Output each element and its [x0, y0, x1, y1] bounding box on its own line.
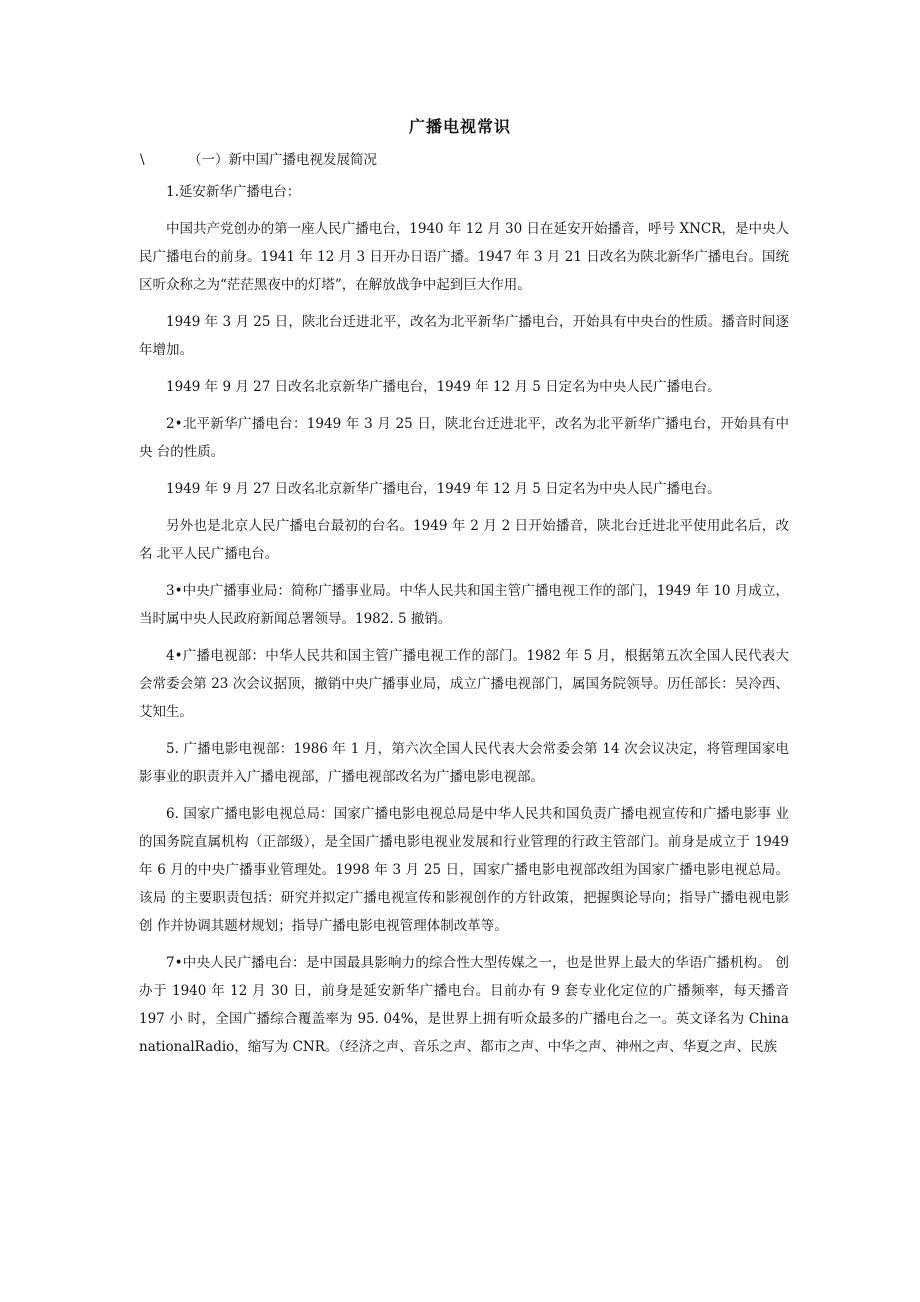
page-title: 广播电视常识 [408, 117, 511, 136]
paragraph: 4•广播电视部：中华人民共和国主管广播电视工作的部门。1982 年 5 月，根据第五次全国人民代表大 会常委会第 23 次会议据顶，撤销中央广播事业局，成立广播电视部门，属国务院领导。历任部长：吴冷西、 艾知生。 [139, 648, 789, 720]
paragraph: 2•北平新华广播电台：1949 年 3 月 25 日，陕北台迁进北平，改名为北平新华广播电台，开始具有中央 台的性质。 [139, 416, 789, 460]
paragraph: 6. 国家广播电影电视总局：国家广播电影电视总局是中华人民共和国负责广播电视宣传和广播电影事 业的国务院直属机构（正部级），是全国广播电影电视业发展和行业管理的行政主管部门。前身是成立于 1949 年 6 月的中央广播事业管理处。1998 年 3 月 25 日，国家广播电影电视部改组为国家广播电影电视总局。该局 的主要职责包括：研究并拟定广播电视宣传和影视创作的方针政策，把握舆论导向；指导广播电视电影创 作并协调其题材规划；指导广播电影电视管理体制改革等。 [139, 806, 789, 934]
paragraph: 中国共产党创办的第一座人民广播电台，1940 年 12 月 30 日在延安开始播音，呼号 XNCR，是中央人民广播电台的前身。1941 年 12 月 3 日开办日语广播。1947 年 3 月 21 日改名为陕北新华广播电台。国统区听众称之为“茫茫黑夜中的灯塔”，在解放战争中起到巨大作用。 [139, 221, 789, 293]
section-marker: \ [140, 152, 145, 168]
section-heading [140, 148, 377, 168]
paragraph: 1949 年 9 月 27 日改名北京新华广播电台，1949 年 12 月 5 日定名为中央人民广播电台。 [166, 481, 721, 497]
paragraph: 3•中央广播事业局：简称广播事业局。中华人民共和国主管广播电视工作的部门，1949 年 10 月成立， 当时属中央人民政府新闻总署领导。1982. 5 撤销。 [139, 583, 789, 627]
paragraph: 7•中央人民广播电台：是中国最具影响力的综合性大型传媒之一，也是世界上最大的华语广播机构。 创办于 1940 年 12 月 30 日，前身是延安新华广播电台。目前办有 9 套专业化定位的广播频率，每天播音 197 小 时，全国广播综合覆盖率为 95. 04%，是世界上拥有听众最多的广播电台之一。英文译名为 China nationalRadio，缩写为 CNR。（经济之声、音乐之声、都市之声、中华之声、神州之声、华夏之声、民族 [139, 955, 789, 1055]
document-body [139, 178, 789, 1070]
paragraph: 1.延安新华广播电台： [166, 184, 301, 200]
paragraph: 另外也是北京人民广播电台最初的台名。1949 年 2 月 2 日开始播音，陕北台迁进北平使用此名后，改名 北平人民广播电台。 [139, 518, 789, 562]
paragraph: 5. 广播电影电视部：1986 年 1 月，第六次全国人民代表大会常委会第 14 次会议决定，将管理国家电影事业的职责并入广播电视部，广播电视部改名为广播电影电视部。 [139, 741, 789, 785]
paragraph: 1949 年 3 月 25 日，陕北台迁进北平，改名为北平新华广播电台，开始具有中央台的性质。播音时间逐年增加。 [139, 314, 789, 358]
section-heading-text: （一）新中国广播电视发展简况 [188, 152, 377, 168]
paragraph: 1949 年 9 月 27 日改名北京新华广播电台，1949 年 12 月 5 日定名为中央人民广播电台。 [166, 379, 721, 395]
